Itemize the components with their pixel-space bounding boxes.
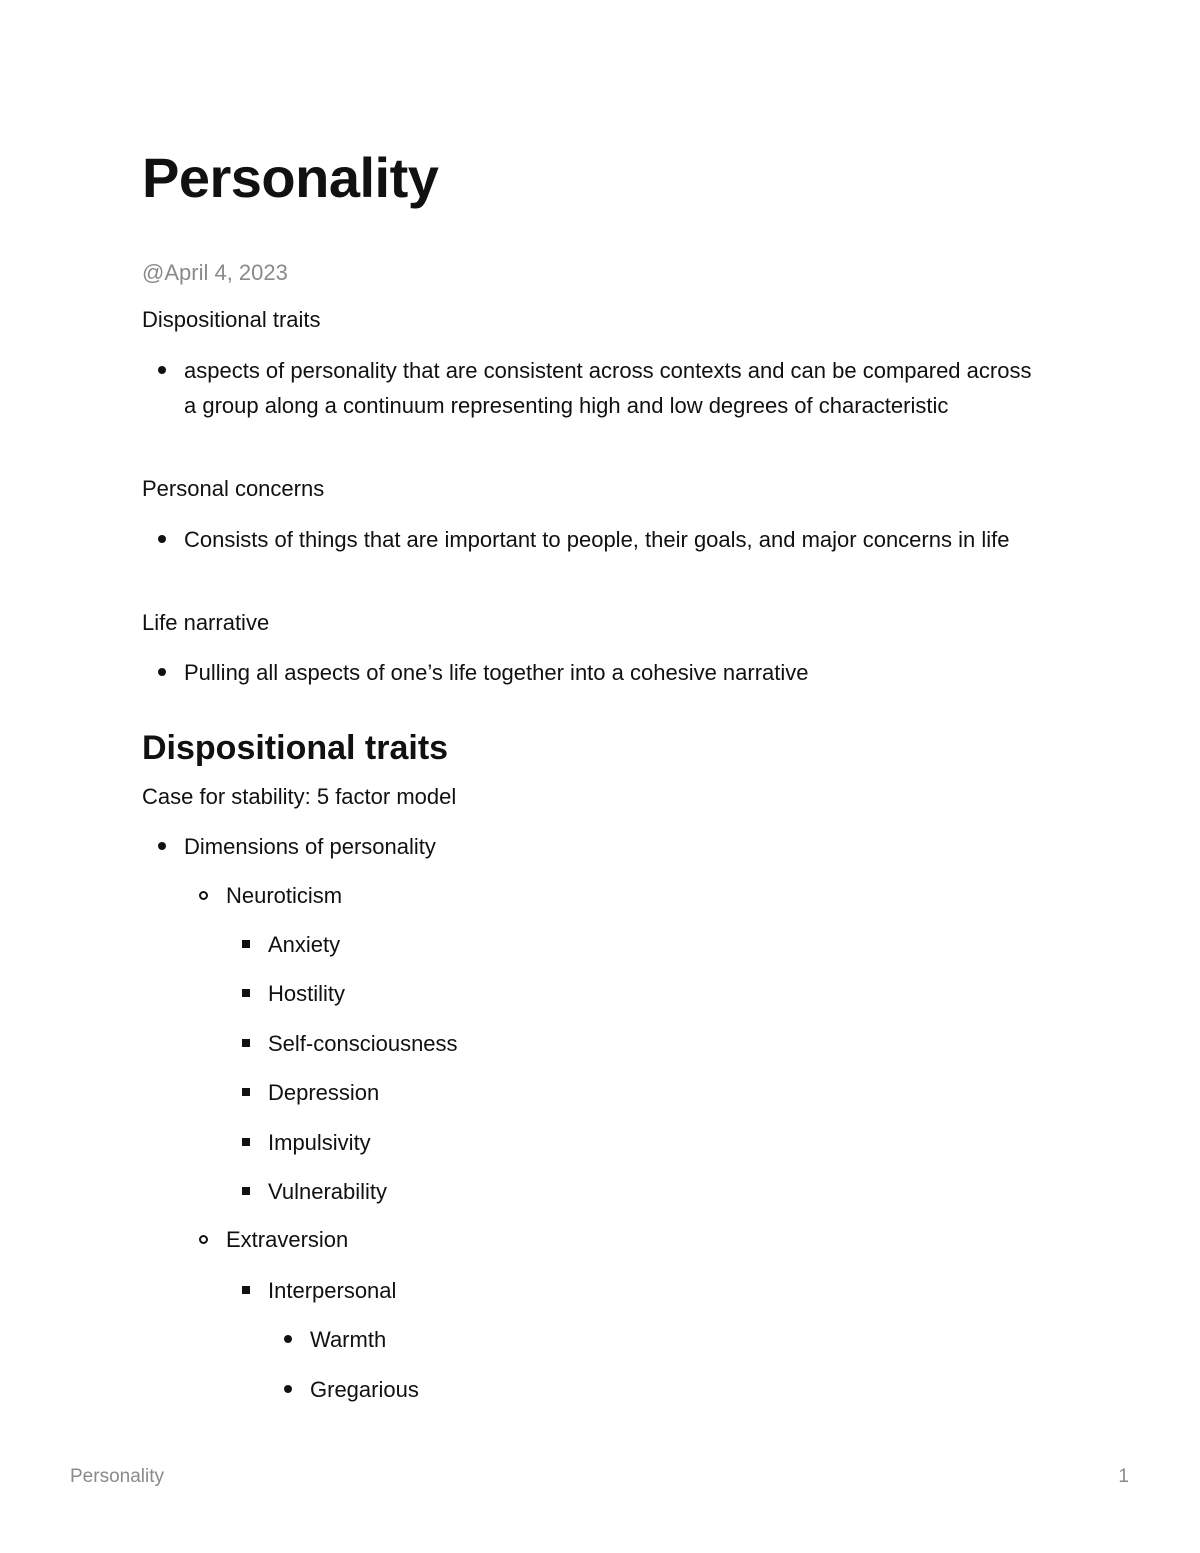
page-title: Personality bbox=[142, 146, 439, 209]
disc-bullet-icon bbox=[158, 842, 166, 850]
list-item-text: Pulling all aspects of one’s life together into a cohesive narrative bbox=[184, 660, 809, 685]
list-item bbox=[268, 1075, 379, 1110]
paragraph-case-for-stability: Case for stability: 5 factor model bbox=[142, 784, 457, 809]
page-number: 1 bbox=[1118, 1466, 1129, 1487]
list-item bbox=[268, 927, 340, 962]
section-label-life-narrative: Life narrative bbox=[142, 610, 270, 635]
list-item bbox=[268, 976, 345, 1011]
footer-title: Personality bbox=[70, 1466, 164, 1487]
list-item bbox=[268, 1125, 371, 1160]
list-item-text: Dimensions of personality bbox=[184, 834, 436, 859]
list-item-interpersonal bbox=[268, 1273, 396, 1308]
section-heading: Dispositional traits bbox=[142, 729, 449, 767]
list-item-text: Interpersonal bbox=[268, 1278, 397, 1303]
square-bullet-icon bbox=[242, 1138, 250, 1146]
disc-bullet-icon bbox=[158, 535, 166, 543]
list-item-text: aspects of personality that are consistent across contexts and can be compared across a group along a continuum representing high and low degrees of characteristic bbox=[184, 358, 1032, 418]
list-item bbox=[310, 1372, 419, 1407]
list-item-text: Self-consciousness bbox=[268, 1031, 458, 1056]
square-bullet-icon bbox=[242, 1039, 250, 1047]
section-label-dispositional-traits: Dispositional traits bbox=[142, 307, 321, 332]
circle-bullet-icon bbox=[199, 891, 208, 900]
disc-bullet-icon bbox=[158, 668, 166, 676]
circle-bullet-icon bbox=[199, 1235, 208, 1244]
list-item-text: Consists of things that are important to people, their goals, and major concerns in life bbox=[184, 527, 1010, 552]
list-item bbox=[184, 522, 1044, 557]
list-item-dimensions bbox=[184, 829, 436, 864]
list-item-text: Impulsivity bbox=[268, 1130, 371, 1155]
square-bullet-icon bbox=[242, 940, 250, 948]
list-item bbox=[310, 1322, 386, 1357]
list-item-text: Gregarious bbox=[310, 1377, 419, 1402]
square-bullet-icon bbox=[242, 989, 250, 997]
list-item-text: Warmth bbox=[310, 1327, 387, 1352]
disc-bullet-icon bbox=[158, 366, 166, 374]
disc-bullet-icon bbox=[284, 1335, 292, 1343]
list-item-text: Depression bbox=[268, 1080, 380, 1105]
disc-bullet-icon bbox=[284, 1385, 292, 1393]
square-bullet-icon bbox=[242, 1187, 250, 1195]
list-item bbox=[184, 655, 809, 690]
list-item-extraversion bbox=[226, 1222, 348, 1257]
list-item-text: Extraversion bbox=[226, 1227, 349, 1252]
list-item-text: Anxiety bbox=[268, 932, 341, 957]
square-bullet-icon bbox=[242, 1088, 250, 1096]
date-mention: @April 4, 2023 bbox=[142, 260, 288, 285]
list-item bbox=[268, 1026, 458, 1061]
list-item-neuroticism bbox=[226, 878, 342, 913]
section-label-personal-concerns: Personal concerns bbox=[142, 476, 325, 501]
list-item bbox=[268, 1174, 387, 1209]
square-bullet-icon bbox=[242, 1286, 250, 1294]
list-item-text: Vulnerability bbox=[268, 1179, 388, 1204]
list-item-text: Hostility bbox=[268, 981, 346, 1006]
list-item bbox=[184, 353, 1044, 423]
list-item-text: Neuroticism bbox=[226, 883, 343, 908]
